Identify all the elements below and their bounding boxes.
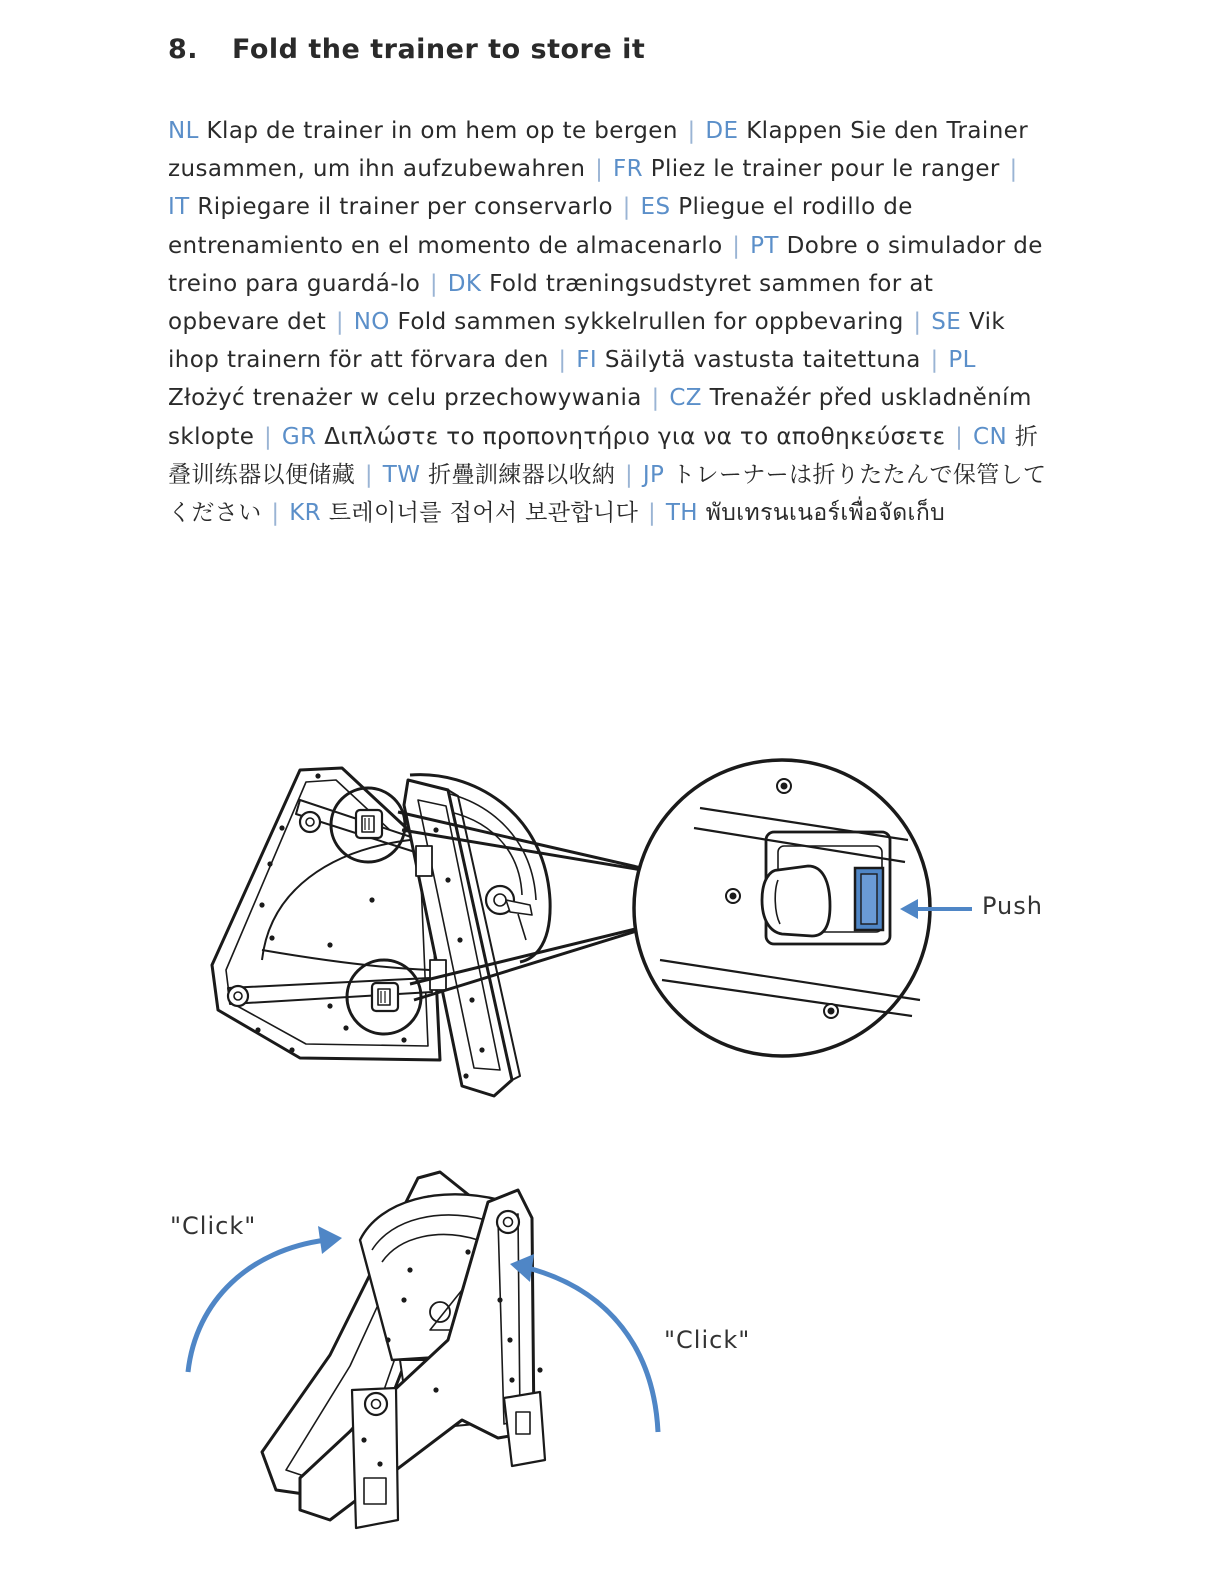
- language-code-fi: FI: [576, 347, 598, 374]
- language-separator: |: [422, 270, 446, 297]
- language-code-cz: CZ: [669, 385, 702, 412]
- translation-text-no: Fold sammen sykkelrullen for oppbevaring: [397, 309, 904, 336]
- click-arrow-left: [188, 1226, 342, 1372]
- language-separator: |: [617, 461, 641, 488]
- language-code-it: IT: [168, 194, 190, 221]
- language-code-fr: FR: [612, 156, 643, 183]
- upper-latch: [356, 810, 382, 838]
- trainer-side-view: [212, 768, 550, 1096]
- language-code-th: TH: [665, 500, 698, 527]
- translation-text-dk: Fold træningsudstyret sammen for at opbevare det: [168, 270, 934, 336]
- language-code-kr: KR: [289, 500, 322, 527]
- language-code-de: DE: [705, 118, 739, 144]
- language-code-jp: JP: [642, 461, 665, 488]
- click-label-left: "Click": [170, 1212, 257, 1240]
- language-separator: |: [679, 118, 704, 144]
- step-title: Fold the trainer to store it: [232, 34, 646, 65]
- language-code-dk: DK: [447, 270, 482, 297]
- language-code-tw: TW: [382, 461, 421, 488]
- language-separator: |: [724, 232, 749, 259]
- language-separator: |: [550, 347, 575, 374]
- language-separator: |: [587, 156, 611, 183]
- language-code-cn: CN: [973, 423, 1008, 450]
- language-code-gr: GR: [281, 423, 317, 450]
- push-button-highlight: [855, 868, 883, 930]
- translation-text-fr: Pliez le trainer pour le ranger: [650, 156, 1000, 183]
- translation-text-th: พับเทรนเนอร์เพื่อจัดเก็บ: [705, 500, 946, 527]
- translation-text-tw: 折疊訓練器以收納: [428, 461, 616, 488]
- translation-text-cn: 折叠训练器以便储藏: [168, 423, 1039, 488]
- language-separator: |: [1001, 156, 1018, 183]
- translation-text-it: Ripiegare il trainer per conservarlo: [197, 194, 613, 221]
- click-label-right: "Click": [664, 1326, 751, 1354]
- translation-text-es: Pliegue el rodillo de entrenamiento en el momento de almacenarlo: [168, 194, 913, 259]
- translation-text-pl: Złożyć trenażer w celu przechowywania: [168, 385, 642, 412]
- language-separator: |: [947, 423, 972, 450]
- translation-text-pt: Dobre o simulador de treino para guardá-lo: [168, 232, 1043, 297]
- language-code-se: SE: [931, 309, 962, 336]
- trainer-folded-view: [262, 1172, 545, 1528]
- language-code-pt: PT: [750, 232, 779, 259]
- language-code-no: NO: [353, 309, 390, 336]
- translation-text-nl: Klap de trainer in om hem op te bergen: [206, 118, 678, 144]
- translation-text-de: Klappen Sie den Trainer zusammen, um ihn aufzubewahren: [168, 118, 1029, 183]
- language-separator: |: [922, 347, 947, 374]
- language-code-pl: PL: [948, 347, 976, 374]
- translation-text-fi: Säilytä vastusta taitettuna: [604, 347, 921, 374]
- translation-text-se: Vik ihop trainern för att förvara den: [168, 309, 1006, 374]
- language-separator: |: [905, 309, 930, 336]
- step-number: 8.: [168, 34, 199, 65]
- language-separator: |: [643, 385, 668, 412]
- push-label: Push: [982, 892, 1043, 920]
- language-separator: |: [328, 309, 352, 336]
- language-code-es: ES: [640, 194, 671, 221]
- language-separator: |: [640, 500, 664, 527]
- translation-text-gr: Διπλώστε το προπονητήριο για να το αποθηκεύσετε: [324, 423, 946, 450]
- translation-text-jp: トレーナーは折りたたんで保管してください: [168, 461, 1047, 527]
- language-separator: |: [256, 423, 280, 450]
- language-separator: |: [263, 500, 288, 527]
- language-separator: |: [614, 194, 639, 221]
- translation-text-cz: Trenažér před uskladněním sklopte: [168, 385, 1032, 450]
- translation-text-kr: 트레이너를 접어서 보관합니다: [328, 500, 639, 527]
- zoom-detail-circle: [634, 760, 930, 1056]
- language-code-nl: NL: [168, 118, 199, 144]
- language-separator: |: [357, 461, 381, 488]
- lower-latch: [372, 983, 398, 1011]
